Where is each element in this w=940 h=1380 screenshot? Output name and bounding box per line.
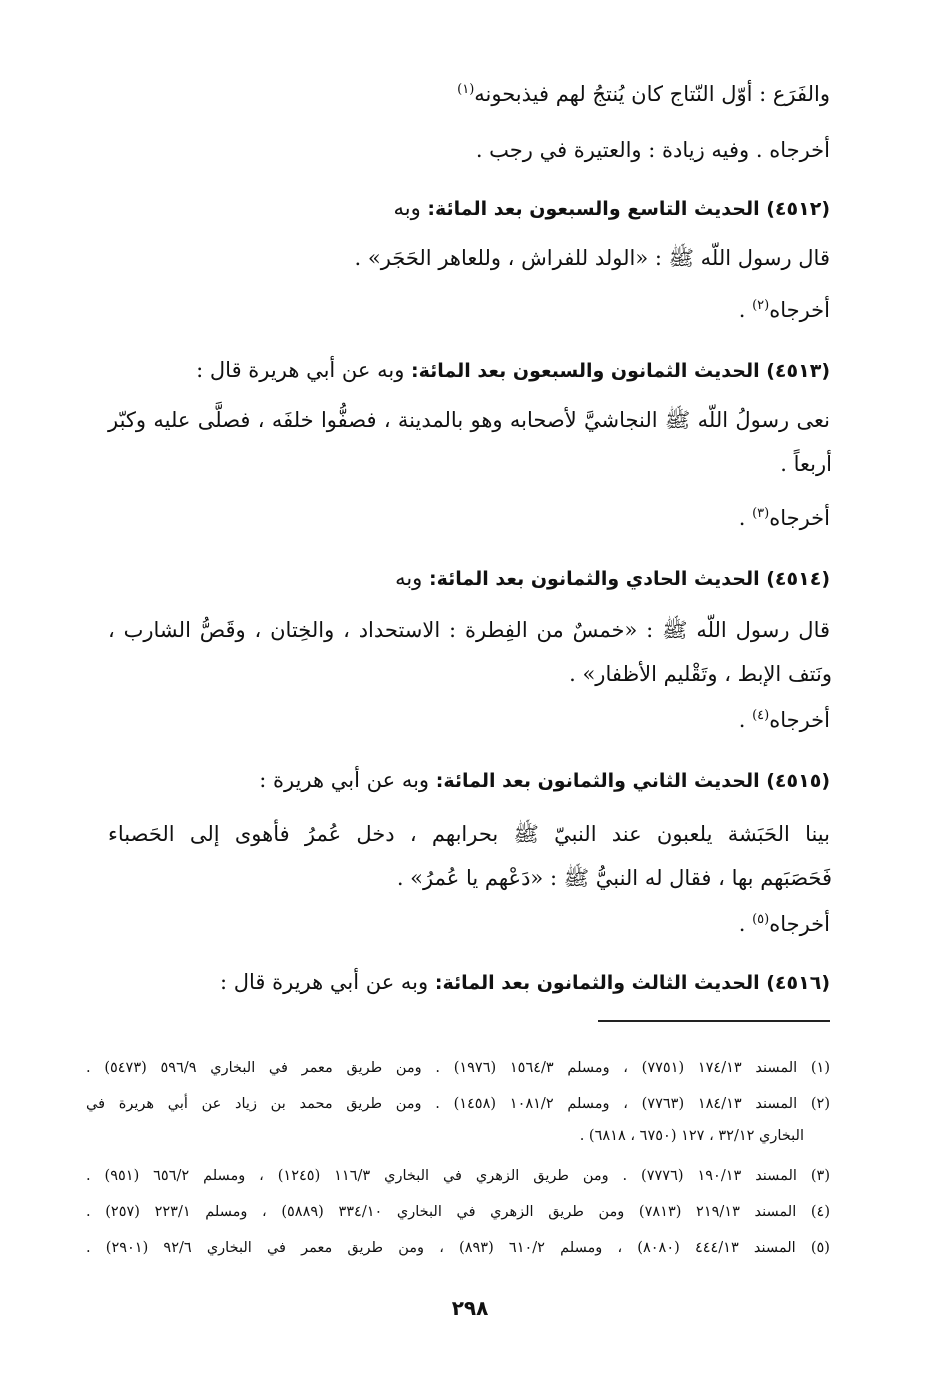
takhrij-line [739,298,830,322]
text-fragment: أخرجاه [769,506,830,530]
text-line: أربعاً . [780,452,832,476]
text-line: قال رسول اللّه ﷺ : «الولد للفراش ، وللعاهر الحَجَر» . [354,246,830,270]
footnote: (٥) المسند ٤٤٤/١٣ (٨٠٨٠) ، ومسلم ٦١٠/٢ (٨٩٣) ، ومن طريق معمر في البخاري ٩٢/٦ (٢٩٠١) . [86,1240,830,1256]
footnote-ref: (١) [457,82,475,97]
hadith-heading-tail: وبه عن أبي هريرة : [259,768,436,792]
hadith-heading [220,970,830,995]
text-fragment: . [738,708,753,732]
takhrij-line [739,912,830,936]
hadith-heading-title: (٤٥١٦) الحديث الثالث والثمانون بعد المائة: [434,972,830,994]
text-fragment: أخرجاه [769,298,830,322]
text-fragment: . [738,506,753,530]
hadith-heading [395,566,830,591]
text-line: أخرجاه . وفيه زيادة : والعتيرة في رجب . [475,138,830,162]
hadith-heading-tail: وبه عن أبي هريرة قال : [196,358,412,382]
hadith-heading-title: (٤٥١٢) الحديث التاسع والسبعون بعد المائة: [427,198,830,220]
text-line: فَحَصَبَهم بها ، فقال له النبيُّ ﷺ : «دَعْهم يا عُمرُ» . [396,866,832,890]
hadith-heading [259,768,830,793]
hadith-heading [393,196,830,221]
text-fragment: أخرجاه [769,912,830,936]
hadith-heading-tail: وبه عن أبي هريرة قال : [219,970,435,994]
takhrij-line [739,708,830,732]
hadith-heading-tail: وبه [395,566,429,590]
takhrij-line [739,506,830,530]
text-fragment: والفَرَع : أوّل النّتاج كان يُنتجُ لهم فيذبحونه [474,82,830,106]
text-fragment: أخرجاه [769,708,830,732]
hadith-heading-title: (٤٥١٣) الحديث الثمانون والسبعون بعد المائة: [411,360,830,382]
hadith-heading-title: (٤٥١٥) الحديث الثاني والثمانون بعد المائة: [435,770,830,792]
text-line: نعى رسولُ اللّه ﷺ النجاشيَّ لأصحابه وهو بالمدينة ، فصفُّوا خلفَه ، فصلَّى عليه وكبّر [108,408,830,432]
text-fragment: . [738,298,753,322]
text-fragment: . [738,912,753,936]
hadith-heading-tail: وبه [393,196,428,220]
page-number: ٢٩٨ [451,1296,489,1320]
text-line [457,82,830,106]
footnote-ref: (٤) [752,708,770,723]
hadith-heading [196,358,830,383]
footnote: (٤) المسند ٢١٩/١٣ (٧٨١٣) ومن طريق الزهري في البخاري ٣٣٤/١٠ (٥٨٨٩) ، ومسلم ٢٢٣/١ (٢٥٧) . [86,1204,830,1220]
hadith-heading-title: (٤٥١٤) الحديث الحادي والثمانون بعد المائة: [429,568,830,590]
footnote-continuation: البخاري ٣٢/١٢ ، ١٢٧ (٦٧٥٠ ، ٦٨١٨) . [579,1128,804,1144]
footnote-ref: (٢) [752,298,770,313]
footnote-separator [598,1020,830,1022]
footnote-ref: (٥) [752,912,770,927]
text-line: ونَتف الإبط ، وتَقْليم الأظفار» . [569,662,832,686]
text-line: بينا الحَبَشة يلعبون عند النبيّ ﷺ بحرابهم ، دخل عُمرُ فأهوى إلى الحَصباء [108,822,830,846]
footnote: (١) المسند ١٧٤/١٣ (٧٧٥١) ، ومسلم ١٥٦٤/٣ (١٩٧٦) . ومن طريق معمر في البخاري ٥٩٦/٩ (٥٤٧٣) . [86,1060,830,1076]
text-line: قال رسول اللّه ﷺ : «خمسٌ من الفِطرة : الاستحداد ، والخِتان ، وقَصُّ الشارب ، [108,618,830,642]
footnote-ref: (٣) [752,506,770,521]
footnote: (٢) المسند ١٨٤/١٣ (٧٧٦٣) ، ومسلم ١٠٨١/٢ (١٤٥٨) . ومن طريق محمد بن زياد عن أبي هريرة في [86,1096,830,1112]
footnote: (٣) المسند ١٩٠/١٣ (٧٧٧٦) . ومن طريق الزهري في البخاري ١١٦/٣ (١٢٤٥) ، ومسلم ٦٥٦/٢ (٩٥١) . [86,1168,830,1184]
